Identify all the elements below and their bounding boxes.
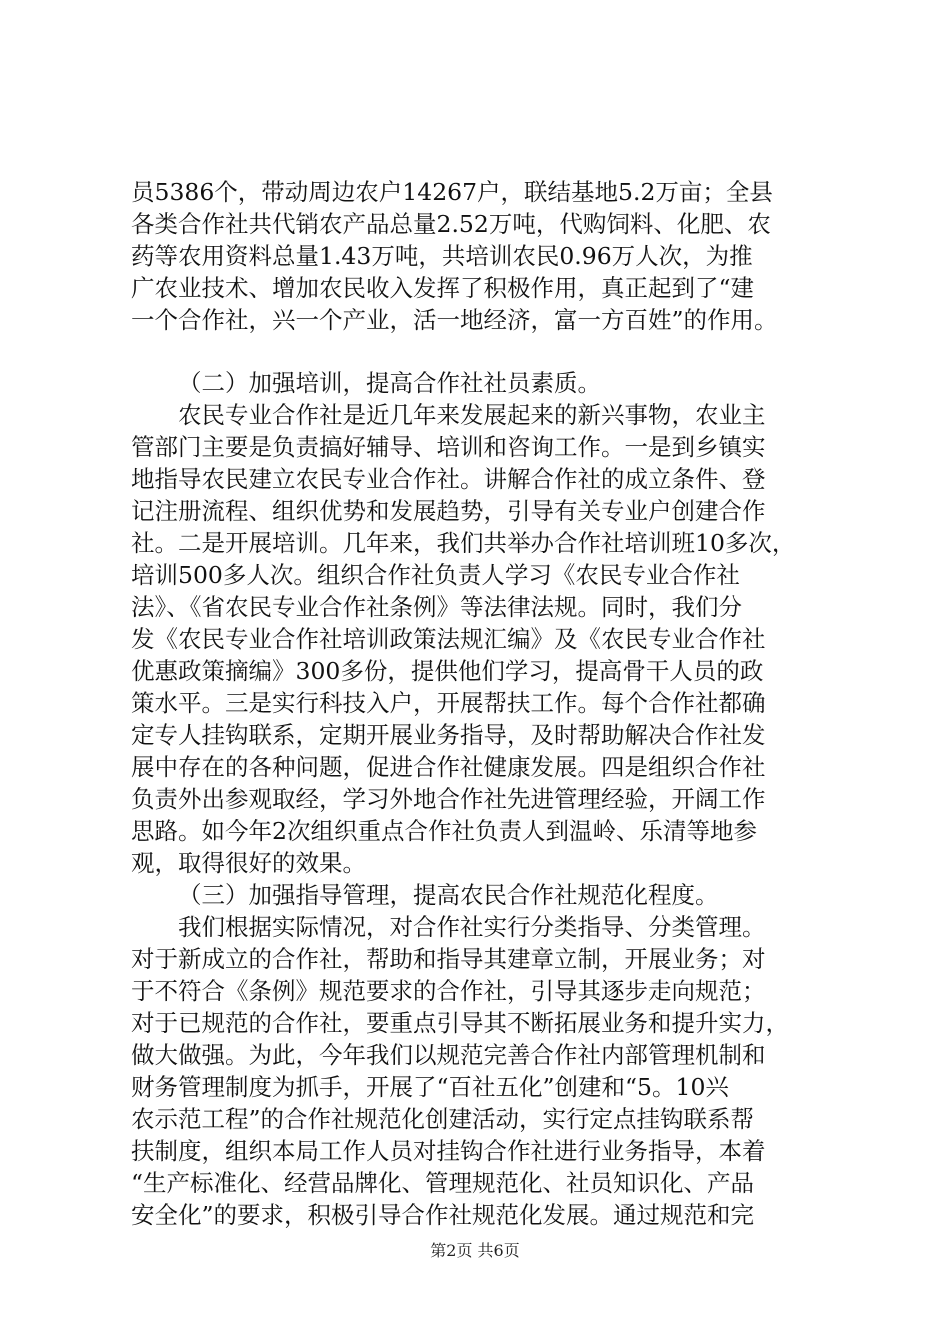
section-heading-training: [131, 367, 831, 399]
text-line: 培训500多人次。组织合作社负责人学习《农民专业合作社: [131, 561, 740, 589]
text-line: 农示范工程”的合作社规范化创建活动，实行定点挂钩联系帮: [131, 1105, 755, 1133]
text-line: 发《农民专业合作社培训政策法规汇编》及《农民专业合作社: [131, 625, 766, 653]
text-line: 地指导农民建立农民专业合作社。讲解合作社的成立条件、登: [131, 465, 766, 493]
heading-text: （二）加强培训，提高合作社社员素质。: [178, 369, 601, 397]
text-line: 对于已规范的合作社，要重点引导其不断拓展业务和提升实力，: [131, 1009, 789, 1037]
text-line: 法》、《省农民专业合作社条例》等法律法规。同时，我们分: [131, 593, 742, 621]
text-line: 员5386个，带动周边农户14267户，联结基地5.2万亩；全县: [131, 178, 773, 206]
text-line: 管部门主要是负责搞好辅导、培训和咨询工作。一是到乡镇实: [131, 433, 766, 461]
text-line: 观，取得很好的效果。: [131, 849, 366, 877]
text-line: 优惠政策摘编》300多份，提供他们学习，提高骨干人员的政: [131, 657, 764, 685]
text-line: 对于新成立的合作社，帮助和指导其建章立制，开展业务；对: [131, 945, 766, 973]
page-number-footer: 第2页 共6页: [430, 1241, 520, 1260]
text-line: 广农业技术、增加农民收入发挥了积极作用，真正起到了“建: [131, 274, 755, 302]
text-line: 思路。如今年2次组织重点合作社负责人到温岭、乐清等地参: [131, 817, 757, 845]
text-line: 我们根据实际情况，对合作社实行分类指导、分类管理。: [178, 913, 766, 941]
text-line: 安全化”的要求，积极引导合作社规范化发展。通过规范和完: [131, 1201, 755, 1229]
text-line: 各类合作社共代销农产品总量2.52万吨，代购饲料、化肥、农: [131, 210, 771, 238]
text-line: 药等农用资料总量1.43万吨，共培训农民0.96万人次，为推: [131, 242, 753, 270]
text-line: 展中存在的各种问题，促进合作社健康发展。四是组织合作社: [131, 753, 766, 781]
text-line: 记注册流程、组织优势和发展趋势，引导有关专业户创建合作: [131, 497, 766, 525]
text-line: 一个合作社，兴一个产业，活一地经济，富一方百姓”的作用。: [131, 306, 778, 334]
text-line: 做大做强。为此，今年我们以规范完善合作社内部管理机制和: [131, 1041, 766, 1069]
text-line: 扶制度，组织本局工作人员对挂钩合作社进行业务指导，本着: [131, 1137, 766, 1165]
section-heading-guidance: [131, 879, 831, 911]
paragraph-gap: [131, 336, 831, 367]
paragraph-guidance: [131, 911, 831, 1231]
heading-text: （三）加强指导管理，提高农民合作社规范化程度。: [178, 881, 719, 909]
text-line: 负责外出参观取经，学习外地合作社先进管理经验，开阔工作: [131, 785, 766, 813]
text-line: 农民专业合作社是近几年来发展起来的新兴事物，农业主: [178, 401, 766, 429]
text-line: 定专人挂钩联系，定期开展业务指导，及时帮助解决合作社发: [131, 721, 766, 749]
text-line: 社。二是开展培训。几年来，我们共举办合作社培训班10多次，: [131, 529, 796, 557]
paragraph-statistics: [131, 176, 831, 336]
paragraph-training: [131, 399, 831, 879]
text-line: “生产标准化、经营品牌化、管理规范化、社员知识化、产品: [131, 1169, 755, 1197]
text-line: 策水平。三是实行科技入户，开展帮扶工作。每个合作社都确: [131, 689, 766, 717]
text-line: 于不符合《条例》规范要求的合作社，引导其逐步走向规范；: [131, 977, 766, 1005]
text-line: 财务管理制度为抓手，开展了“百社五化”创建和“5。10兴: [131, 1073, 729, 1101]
document-body: [131, 176, 831, 1231]
